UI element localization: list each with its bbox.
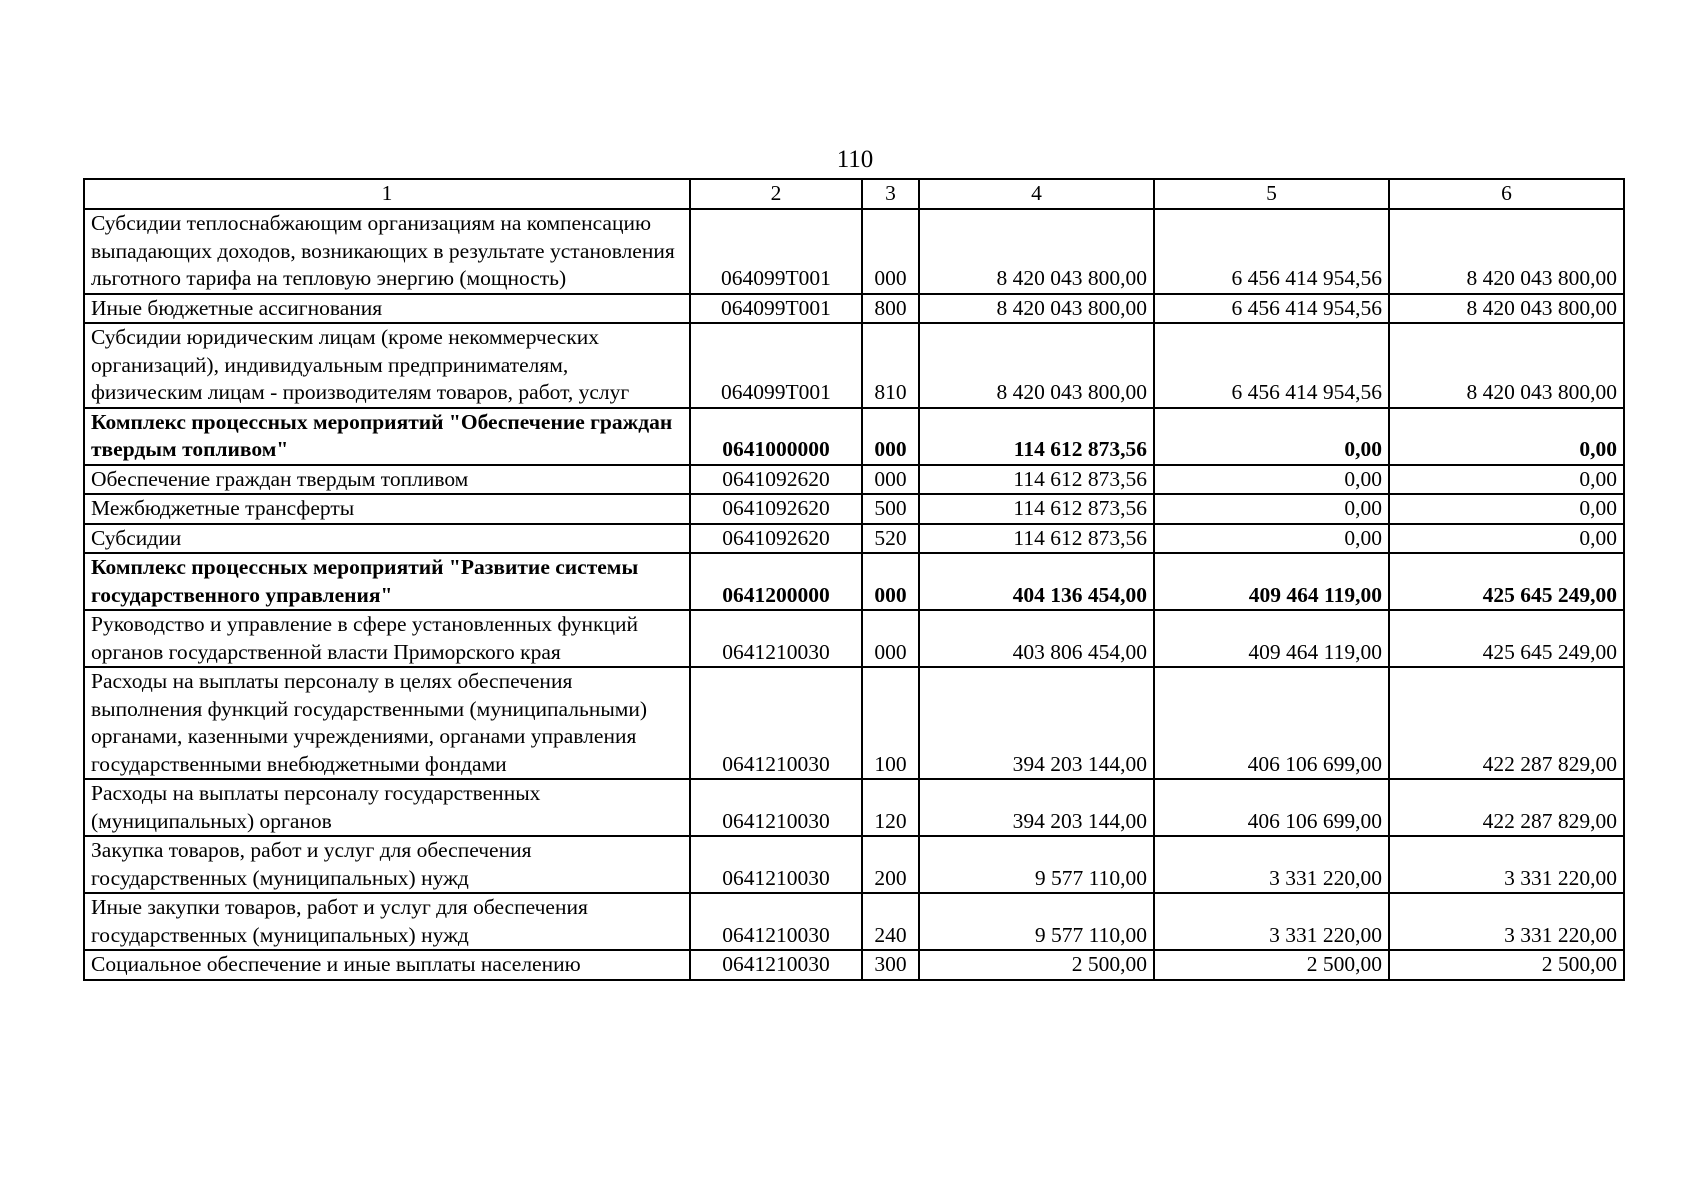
table-row	[84, 524, 1624, 554]
target-code-cell: 0641210030	[690, 779, 862, 836]
amount-cell-4: 403 806 454,00	[919, 610, 1154, 667]
amount-cell-5: 3 331 220,00	[1154, 836, 1389, 893]
target-code-cell: 0641092620	[690, 465, 862, 495]
table-row	[84, 893, 1624, 950]
table-row	[84, 667, 1624, 779]
page-number: 110	[836, 146, 874, 173]
amount-cell-6: 0,00	[1389, 494, 1624, 524]
table-row	[84, 209, 1624, 294]
amount-cell-6: 425 645 249,00	[1389, 610, 1624, 667]
table-row	[84, 610, 1624, 667]
target-code-cell: 0641210030	[690, 950, 862, 980]
column-header-2: 2	[690, 179, 862, 209]
table-row	[84, 323, 1624, 408]
amount-cell-6: 0,00	[1389, 408, 1624, 465]
amount-cell-4: 8 420 043 800,00	[919, 323, 1154, 408]
expense-name-cell: Расходы на выплаты персоналу государственных (муниципальных) органов	[84, 779, 690, 836]
expense-type-cell: 000	[862, 408, 919, 465]
expense-type-cell: 200	[862, 836, 919, 893]
expense-name-cell: Социальное обеспечение и иные выплаты населению	[84, 950, 690, 980]
amount-cell-4: 114 612 873,56	[919, 465, 1154, 495]
amount-cell-5: 6 456 414 954,56	[1154, 209, 1389, 294]
target-code-cell: 0641210030	[690, 610, 862, 667]
table-row	[84, 408, 1624, 465]
amount-cell-5: 409 464 119,00	[1154, 553, 1389, 610]
amount-cell-6: 8 420 043 800,00	[1389, 294, 1624, 324]
expense-name-cell: Субсидии юридическим лицам (кроме некоммерческих организаций), индивидуальным предпринимателям, физическим лицам - производителям товаров, работ, услуг	[84, 323, 690, 408]
target-code-cell: 0641210030	[690, 667, 862, 779]
expense-name-cell: Субсидии	[84, 524, 690, 554]
target-code-cell: 0641000000	[690, 408, 862, 465]
amount-cell-6: 422 287 829,00	[1389, 779, 1624, 836]
amount-cell-4: 9 577 110,00	[919, 836, 1154, 893]
expense-name-cell: Межбюджетные трансферты	[84, 494, 690, 524]
expense-type-cell: 810	[862, 323, 919, 408]
target-code-cell: 0641092620	[690, 494, 862, 524]
amount-cell-6: 2 500,00	[1389, 950, 1624, 980]
amount-cell-6: 0,00	[1389, 524, 1624, 554]
table-row	[84, 294, 1624, 324]
amount-cell-6: 3 331 220,00	[1389, 893, 1624, 950]
expense-type-cell: 520	[862, 524, 919, 554]
expense-name-cell: Закупка товаров, работ и услуг для обеспечения государственных (муниципальных) нужд	[84, 836, 690, 893]
table-body	[84, 209, 1624, 980]
expense-name-cell: Расходы на выплаты персоналу в целях обеспечения выполнения функций государственными (муниципальными) органами, казенными учреждениями, органами управления государственными внебюджетными фондами	[84, 667, 690, 779]
table-row	[84, 465, 1624, 495]
amount-cell-5: 3 331 220,00	[1154, 893, 1389, 950]
amount-cell-6: 422 287 829,00	[1389, 667, 1624, 779]
table-row	[84, 950, 1624, 980]
amount-cell-6: 8 420 043 800,00	[1389, 323, 1624, 408]
column-header-3: 3	[862, 179, 919, 209]
target-code-cell: 0641200000	[690, 553, 862, 610]
amount-cell-4: 114 612 873,56	[919, 408, 1154, 465]
expense-type-cell: 240	[862, 893, 919, 950]
table-row	[84, 553, 1624, 610]
amount-cell-4: 8 420 043 800,00	[919, 294, 1154, 324]
target-code-cell: 0641092620	[690, 524, 862, 554]
amount-cell-5: 6 456 414 954,56	[1154, 323, 1389, 408]
expense-type-cell: 500	[862, 494, 919, 524]
target-code-cell: 064099Т001	[690, 323, 862, 408]
table-row	[84, 779, 1624, 836]
amount-cell-4: 9 577 110,00	[919, 893, 1154, 950]
amount-cell-4: 404 136 454,00	[919, 553, 1154, 610]
amount-cell-6: 0,00	[1389, 465, 1624, 495]
target-code-cell: 0641210030	[690, 893, 862, 950]
amount-cell-4: 114 612 873,56	[919, 494, 1154, 524]
column-header-1: 1	[84, 179, 690, 209]
expense-type-cell: 000	[862, 465, 919, 495]
expense-name-cell: Субсидии теплоснабжающим организациям на компенсацию выпадающих доходов, возникающих в результате установления льготного тарифа на тепловую энергию (мощность)	[84, 209, 690, 294]
amount-cell-5: 409 464 119,00	[1154, 610, 1389, 667]
expense-type-cell: 300	[862, 950, 919, 980]
amount-cell-5: 0,00	[1154, 524, 1389, 554]
column-header-5: 5	[1154, 179, 1389, 209]
budget-table	[83, 178, 1625, 981]
amount-cell-4: 114 612 873,56	[919, 524, 1154, 554]
amount-cell-4: 8 420 043 800,00	[919, 209, 1154, 294]
expense-name-cell: Иные бюджетные ассигнования	[84, 294, 690, 324]
expense-name-cell: Обеспечение граждан твердым топливом	[84, 465, 690, 495]
expense-type-cell: 800	[862, 294, 919, 324]
column-header-4: 4	[919, 179, 1154, 209]
amount-cell-6: 425 645 249,00	[1389, 553, 1624, 610]
amount-cell-4: 394 203 144,00	[919, 779, 1154, 836]
table-row	[84, 494, 1624, 524]
expense-name-cell: Комплекс процессных мероприятий "Развитие системы государственного управления"	[84, 553, 690, 610]
amount-cell-6: 8 420 043 800,00	[1389, 209, 1624, 294]
amount-cell-4: 2 500,00	[919, 950, 1154, 980]
amount-cell-5: 0,00	[1154, 465, 1389, 495]
amount-cell-5: 0,00	[1154, 494, 1389, 524]
expense-type-cell: 000	[862, 553, 919, 610]
target-code-cell: 064099Т001	[690, 209, 862, 294]
amount-cell-5: 2 500,00	[1154, 950, 1389, 980]
amount-cell-5: 0,00	[1154, 408, 1389, 465]
amount-cell-5: 6 456 414 954,56	[1154, 294, 1389, 324]
amount-cell-5: 406 106 699,00	[1154, 667, 1389, 779]
table-header-row	[84, 179, 1624, 209]
target-code-cell: 064099Т001	[690, 294, 862, 324]
amount-cell-4: 394 203 144,00	[919, 667, 1154, 779]
expense-type-cell: 120	[862, 779, 919, 836]
expense-type-cell: 000	[862, 209, 919, 294]
target-code-cell: 0641210030	[690, 836, 862, 893]
expense-type-cell: 000	[862, 610, 919, 667]
expense-name-cell: Руководство и управление в сфере установленных функций органов государственной власти Приморского края	[84, 610, 690, 667]
amount-cell-6: 3 331 220,00	[1389, 836, 1624, 893]
column-header-6: 6	[1389, 179, 1624, 209]
expense-name-cell: Иные закупки товаров, работ и услуг для обеспечения государственных (муниципальных) нужд	[84, 893, 690, 950]
table-row	[84, 836, 1624, 893]
amount-cell-5: 406 106 699,00	[1154, 779, 1389, 836]
expense-name-cell: Комплекс процессных мероприятий "Обеспечение граждан твердым топливом"	[84, 408, 690, 465]
expense-type-cell: 100	[862, 667, 919, 779]
